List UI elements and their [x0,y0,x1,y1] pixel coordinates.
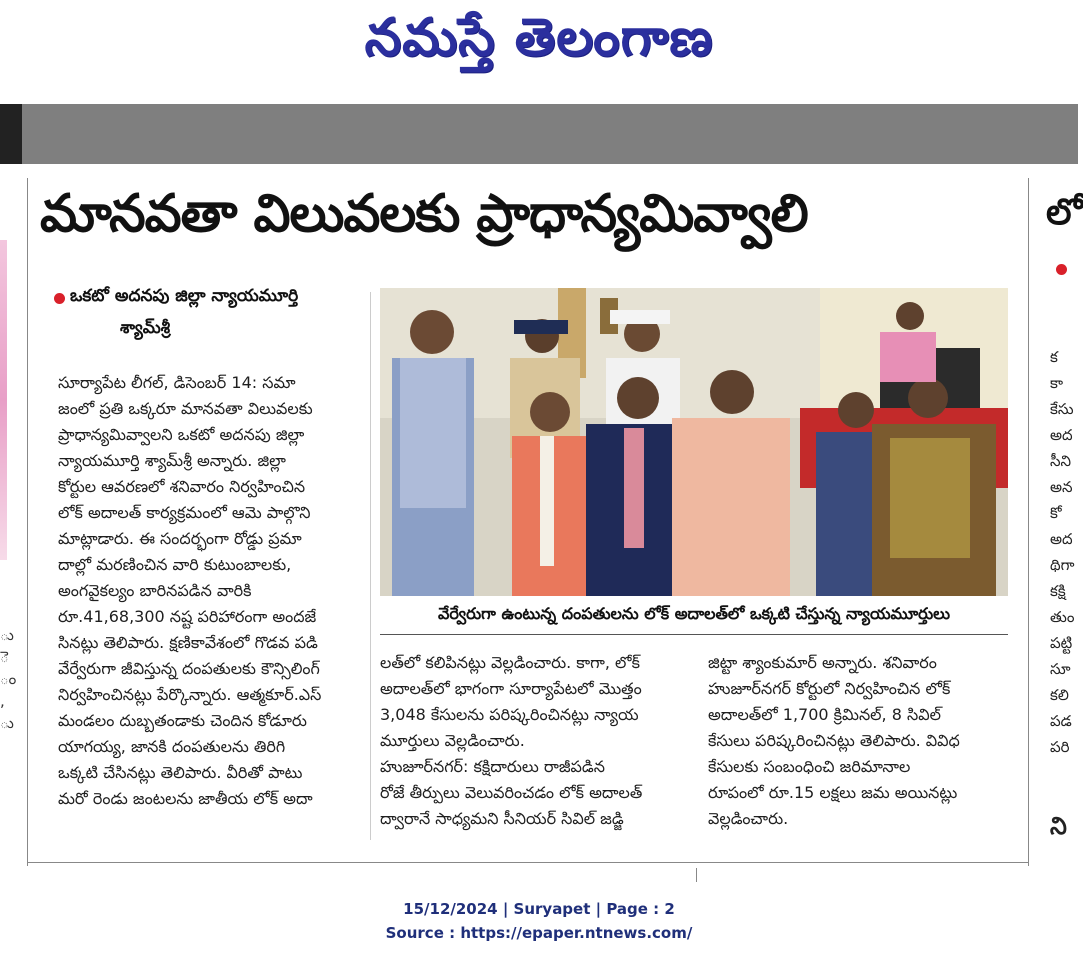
footer-source-link[interactable]: Source : https://epaper.ntnews.com/ [385,924,693,942]
article-text-line: సినట్లు తెలిపారు. క్షణికావేశంలో గొడవ పడి [58,633,318,652]
article-text-line: జిట్టా శ్యాంకుమార్ అన్నారు. శనివారం [708,653,937,672]
article-text-line: వెల్లడించారు. [708,809,789,828]
article-text-line: ద్వారానే సాధ్యమని సీనియర్ సివిల్ జడ్జి [380,809,624,828]
article-text-line: ప్రాధాన్యమివ్వాలని ఒకటో అదనపు జిల్లా [58,425,305,444]
article-text-line: జంలో ప్రతి ఒక్కరూ మానవతా విలువలకు [58,399,313,418]
article-text-line: రూ.41,68,300 నష్ట పరిహారంగా అందజే [58,607,317,626]
adjacent-text-fragment: పడ [1050,712,1072,730]
caption-rule [380,634,1008,635]
adjacent-text-fragment: తుం [1050,608,1075,626]
newspaper-logo: నమస్తే తెలంగాణ [364,8,714,68]
masthead [0,0,1078,104]
adjacent-photo-strip [0,240,7,560]
adjacent-text-fragment: పరి [1050,738,1070,756]
adjacent-text-fragment: ు [0,626,14,644]
column-gutter [370,292,371,840]
adjacent-text-fragment: సూ [1050,660,1071,678]
article-text-line: హుజూర్‌నగర్: కక్షిదారులు రాజీపడిన [380,757,605,776]
subhead-line2: శ్యామ్‌శ్రీ [120,318,171,338]
adjacent-text-fragment: క [1050,348,1058,366]
article-text-line: మాట్లాడారు. ఈ సందర్భంగా రోడ్డు ప్రమా [58,529,302,548]
article-text-line: అదాలత్‌లో భాగంగా సూర్యాపేటలో మొత్తం [380,679,642,698]
bottom-rule [27,862,1028,863]
left-column-rule [27,178,28,866]
article-text-line: నిర్వహించినట్లు పేర్కొన్నారు. ఆత్మకూర్.ఎస్ [58,685,322,704]
photo-illustration [380,288,1008,596]
article-text-line: యాగయ్య, జానకి దంపతులను తిరిగి [58,737,286,756]
article-text-line: మూర్తులు వెల్లడించారు. [380,731,525,750]
right-column-rule [1028,178,1029,866]
adjacent-text-fragment: కలి [1050,686,1069,704]
adjacent-bullet-icon [1056,264,1067,275]
adjacent-text-fragment: ె [0,648,9,666]
header-band [0,104,1078,164]
adjacent-text-fragment: కో [1050,504,1062,522]
article-text-line: కోర్టుల ఆవరణలో శనివారం నిర్వహించిన [58,477,306,496]
subhead-line1: ఒకటో అదనపు జిల్లా న్యాయమూర్తి [70,286,299,306]
article-column-1 [58,370,356,812]
adjacent-subhead: ని [1050,812,1067,840]
band-edge [0,104,22,164]
article-text-line: వేర్వేరుగా జీవిస్తున్న దంపతులకు కౌన్సిలింగ్ [58,659,320,678]
bullet-icon [54,293,65,304]
article-text-line: లోక్ అదాలత్ కార్యక్రమంలో ఆమె పాల్గొని [58,503,311,522]
article-text-line: అదాలత్‌లో 1,700 క్రిమినల్, 8 సివిల్ [708,705,941,724]
adjacent-text-fragment: థిగా [1050,556,1075,574]
article-column-2 [380,650,678,832]
adjacent-text-fragment: ు [0,714,14,732]
adjacent-text-fragment: కేసు [1050,400,1074,418]
article-text-line: 3,048 కేసులను పరిష్కరించినట్లు న్యాయ [380,705,639,724]
lower-divider [696,868,697,882]
article-text-line: లత్‌లో కలిపినట్లు వెల్లడించారు. కాగా, లోక్ [380,653,640,672]
article-text-line: మండలం దుబ్బతండాకు చెందిన కోడూరు [58,711,307,730]
article-column-3 [708,650,1008,832]
article-text-line: మరో రెండు జంటలను జాతీయ లోక్ అదా [58,789,313,808]
article-text-line: హుజూర్‌నగర్ కోర్టులో నిర్వహించిన లోక్ [708,679,951,698]
footer-date-line: 15/12/2024 | Suryapet | Page : 2 [403,900,675,918]
adjacent-text-fragment: కక్షి [1050,582,1066,600]
article-headline: మానవతా విలువలకు ప్రాధాన్యమివ్వాలి [40,184,808,244]
article-text-line: న్యాయమూర్తి శ్యామ్‌శ్రీ అన్నారు. జిల్లా [58,451,286,470]
article-text-line: ఒక్కటి చేసినట్లు తెలిపారు. వీరితో పాటు [58,763,303,782]
photo-caption: వేర్వేరుగా ఉంటున్న దంపతులను లోక్ అదాలత్‌లో ఒక్కటి చేస్తున్న న్యాయమూర్తులు [437,604,951,623]
article-text-line: అంగవైకల్యం బారినపడిన వారికి [58,581,252,600]
adjacent-text-fragment: అన [1050,478,1073,496]
adjacent-text-fragment: , [0,692,5,710]
article-text-line: రూపంలో రూ.15 లక్షలు జమ అయినట్లు [708,783,958,802]
article-text-line: కేసులకు సంబంధించి జరిమానాల [708,757,911,776]
adjacent-text-fragment: పట్టి [1050,634,1073,652]
article-text-line: కేసులు పరిష్కరించినట్లు తెలిపారు. వివిధ [708,731,960,750]
adjacent-text-fragment: అద [1050,426,1073,444]
adjacent-text-fragment: కా [1050,374,1064,392]
adjacent-text-fragment: సీని [1050,452,1072,470]
adjacent-headline: లో [1046,192,1083,233]
article-text-line: సూర్యాపేట లీగల్, డిసెంబర్ 14: సమా [58,373,296,392]
adjacent-text-fragment: అద [1050,530,1073,548]
article-text-line: రోజే తీర్పులు వెలువరించడం లోక్ అదాలత్ [380,783,643,802]
article-text-line: దాల్లో మరణించిన వారి కుటుంబాలకు, [58,555,292,574]
adjacent-text-fragment: ం [0,670,17,688]
article-photo [380,288,1008,596]
